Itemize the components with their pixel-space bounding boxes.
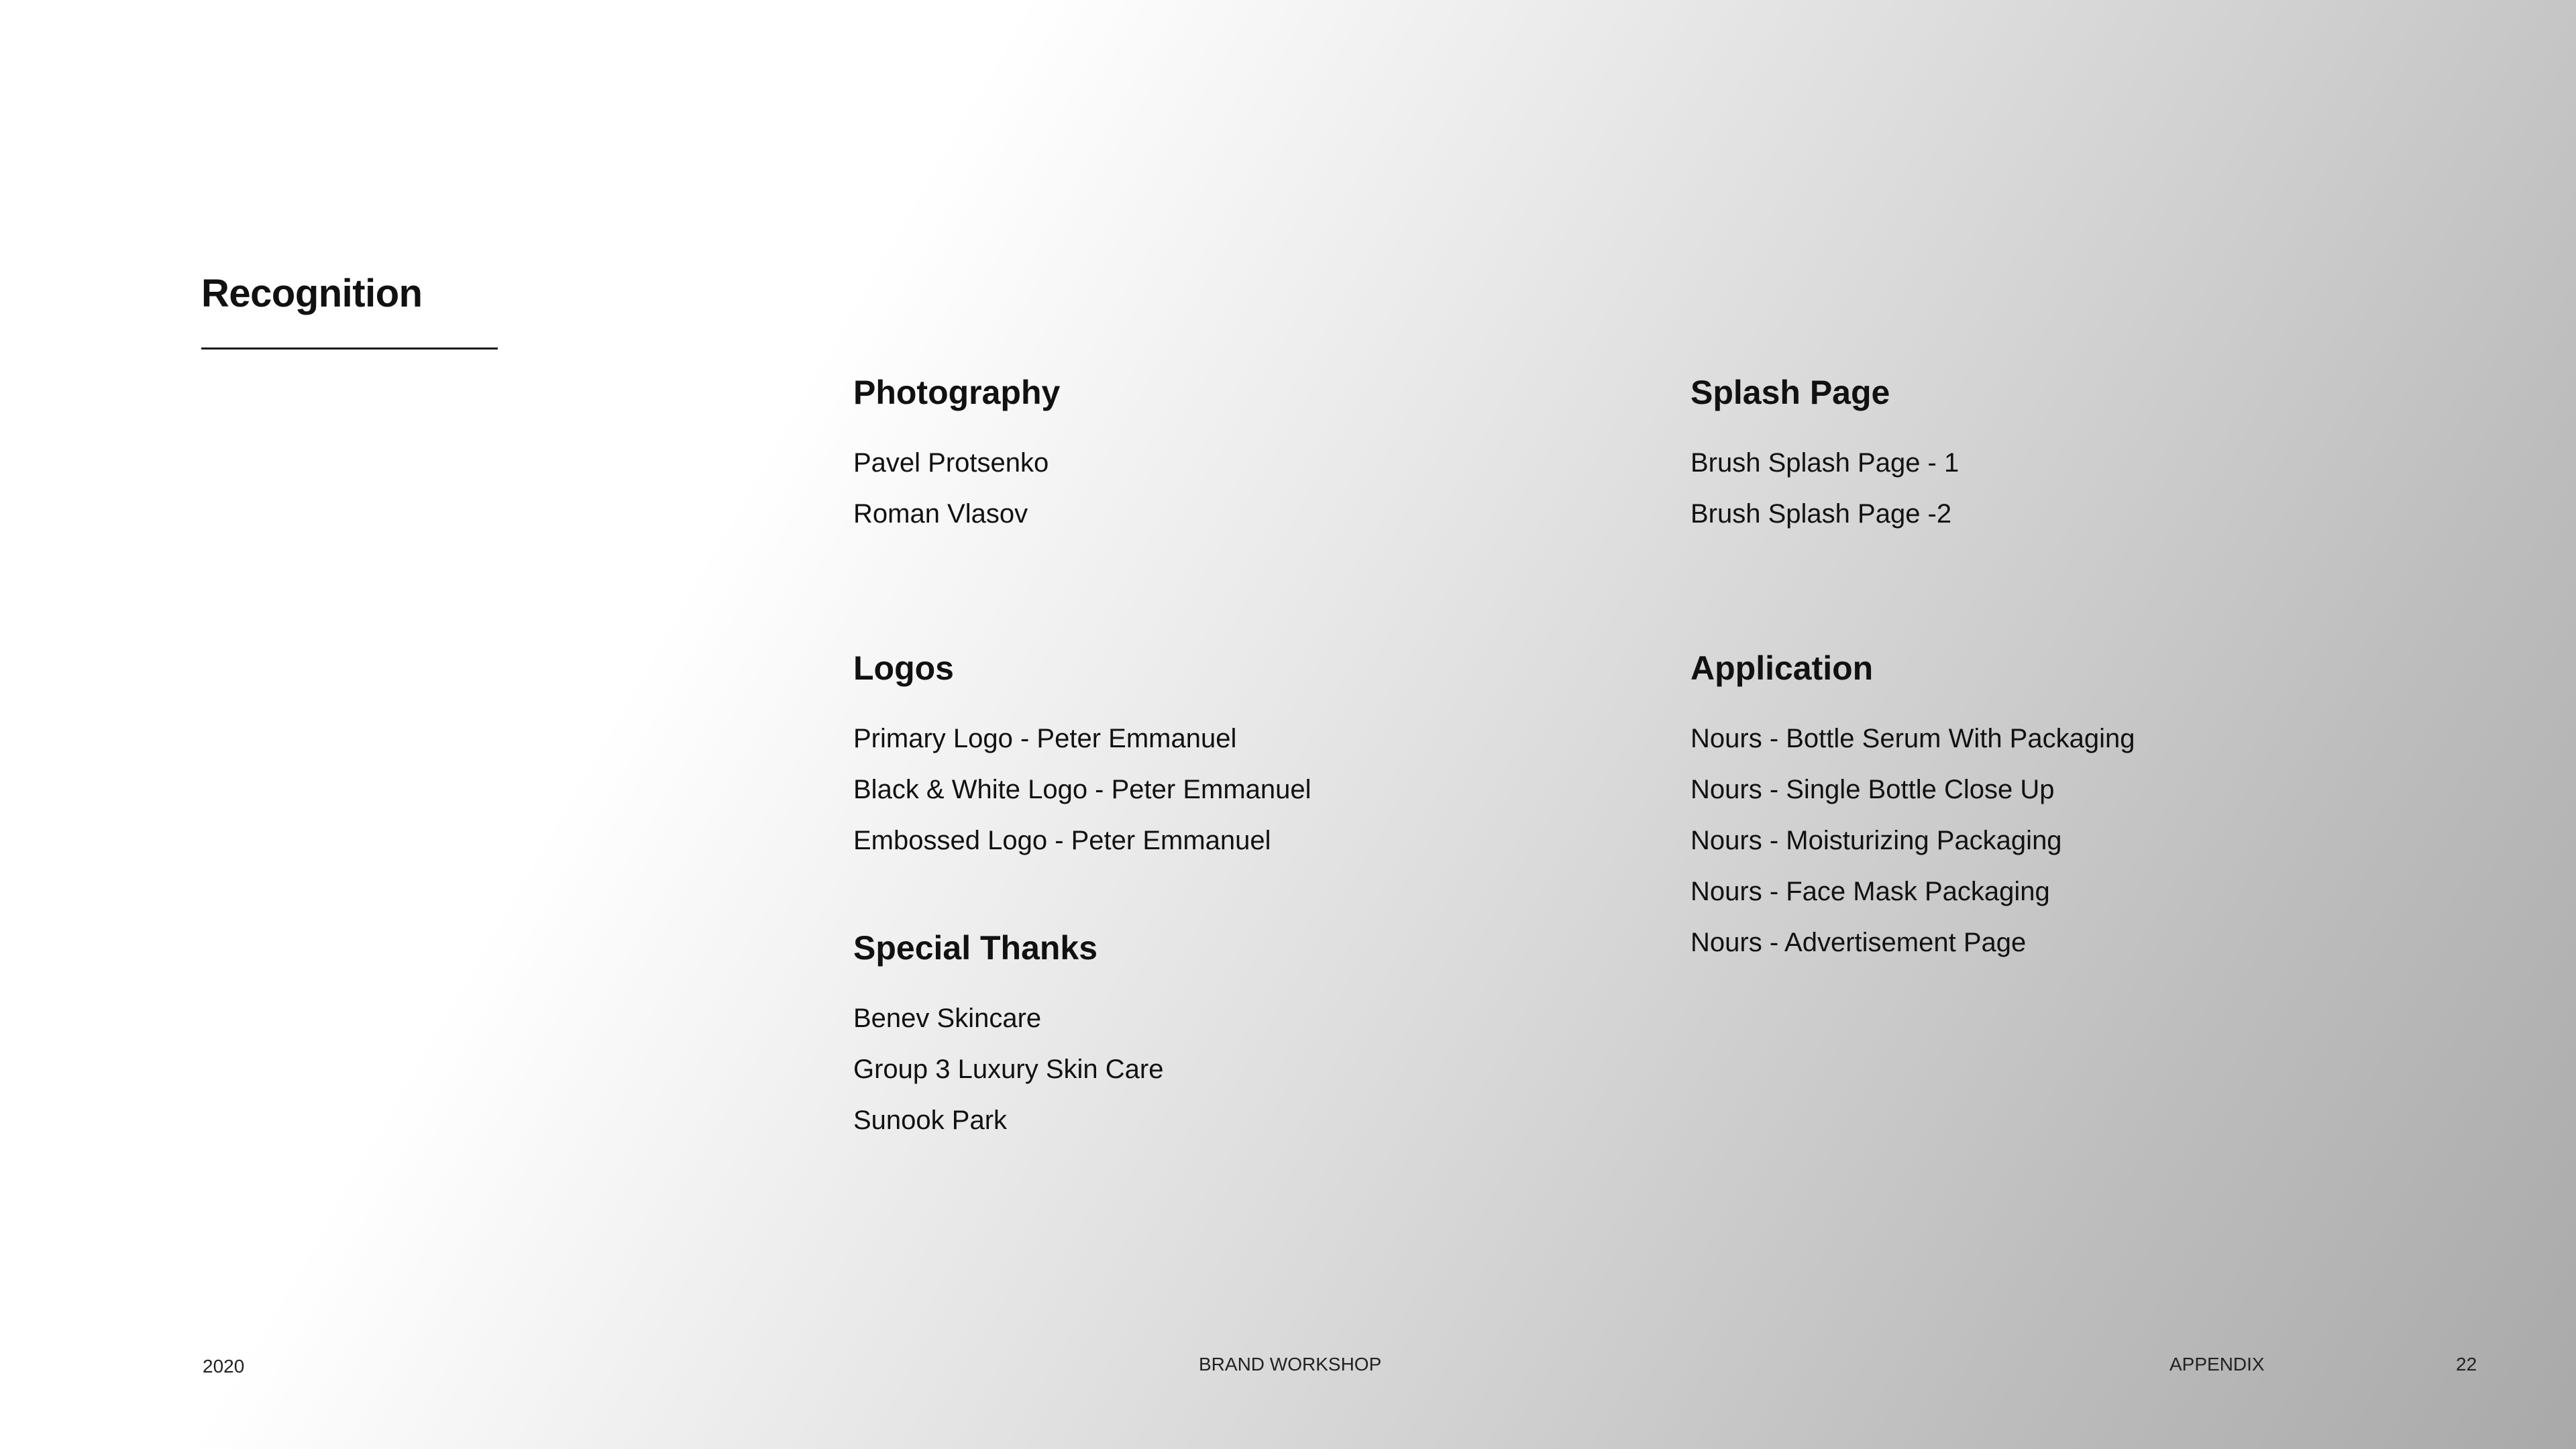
list-item: Brush Splash Page -2 [1690,499,1952,529]
section-photography [853,369,1060,539]
title-underline [201,347,498,350]
page-number: 22 [2456,1354,2477,1375]
list-item: Nours - Bottle Serum With Packaging [1690,724,2135,753]
footer-title: BRAND WORKSHOP [1199,1354,1382,1375]
section-heading-special-thanks: Special Thanks [853,929,1098,967]
list-item: Nours - Single Bottle Close Up [1690,775,2055,804]
list-item: Benev Skincare [853,1004,1042,1033]
list-item: Black & White Logo - Peter Emmanuel [853,775,1311,804]
list-item: Nours - Face Mask Packaging [1690,877,2050,906]
list-item: Sunook Park [853,1106,1008,1135]
section-splash-page [1690,369,1959,539]
list-item: Nours - Advertisement Page [1690,928,2027,957]
section-special-thanks [853,924,1163,1146]
section-application [1690,645,2135,968]
section-logos [853,645,1311,866]
page-title: Recognition [201,272,423,315]
application-list [1690,713,2135,968]
footer-year: 2020 [203,1356,245,1377]
splash-page-list [1690,437,1959,539]
list-item: Primary Logo - Peter Emmanuel [853,724,1237,753]
list-item: Pavel Protsenko [853,448,1049,478]
photography-list [853,437,1060,539]
logos-list [853,713,1311,866]
list-item: Nours - Moisturizing Packaging [1690,826,2062,855]
list-item: Brush Splash Page - 1 [1690,448,1960,478]
list-item: Group 3 Luxury Skin Care [853,1055,1164,1084]
list-item: Roman Vlasov [853,499,1028,529]
section-heading-logos: Logos [853,649,954,687]
section-heading-photography: Photography [853,374,1061,411]
list-item: Embossed Logo - Peter Emmanuel [853,826,1271,855]
special-thanks-list [853,993,1163,1146]
footer-section-label: APPENDIX [2169,1354,2265,1375]
section-heading-splash-page: Splash Page [1690,374,1890,411]
section-heading-application: Application [1690,649,1874,687]
